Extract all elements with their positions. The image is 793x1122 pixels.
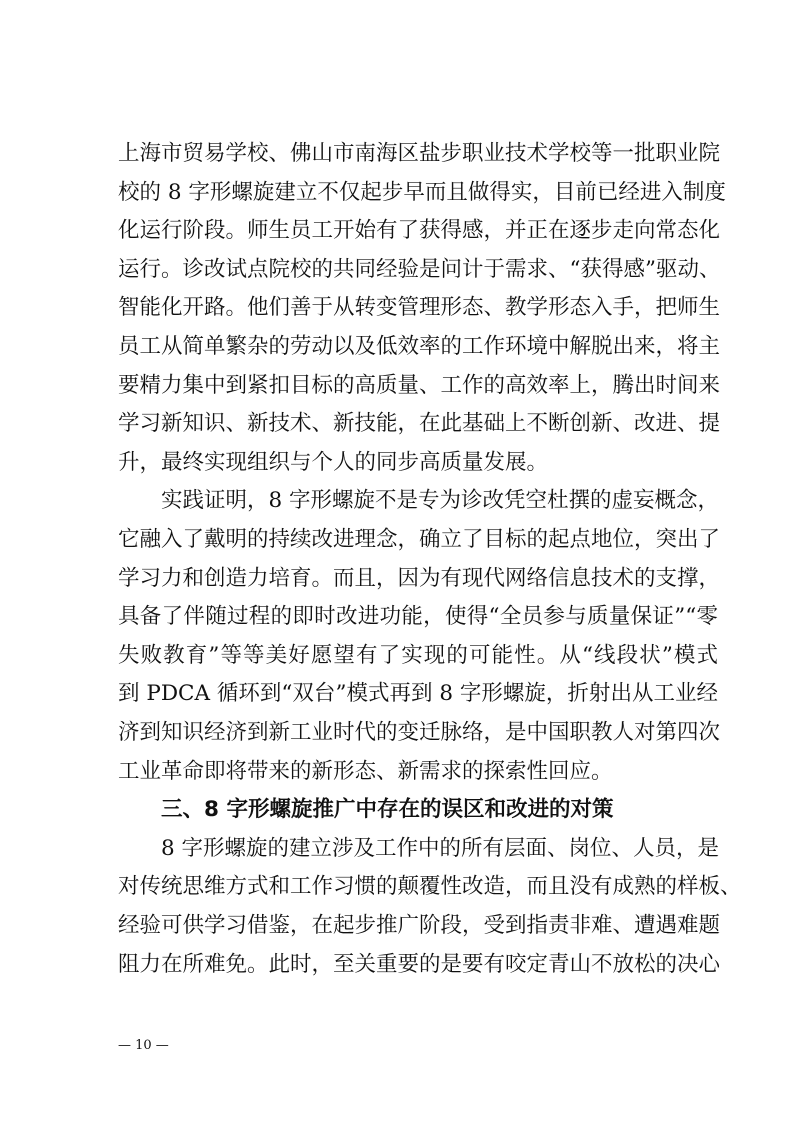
- body-text-line: 校的 8 字形螺旋建立不仅起步早而且做得实，目前已经进入制度: [118, 180, 726, 205]
- paragraph-first-line: 8 字形螺旋的建立涉及工作中的所有层面、岗位、人员，是: [161, 836, 720, 861]
- body-text-line: 它融入了戴明的持续改进理念，确立了目标的起点地位，突出了: [118, 527, 721, 552]
- body-text-line: 学习新知识、新技术、新技能，在此基础上不断创新、改进、提: [118, 411, 721, 436]
- body-text-line: 化运行阶段。师生员工开始有了获得感，并正在逐步走向常态化: [118, 218, 721, 243]
- body-text-line: 员工从简单繁杂的劳动以及低效率的工作环境中解脱出来，将主: [118, 334, 721, 359]
- body-text-line: 具备了伴随过程的即时改进功能，使得“全员参与质量保证”“零: [118, 604, 718, 629]
- body-text-line: 对传统思维方式和工作习惯的颠覆性改造，而且没有成熟的样板、: [118, 874, 742, 899]
- body-text-line: 要精力集中到紧扣目标的高质量、工作的高效率上，腾出时间来: [118, 373, 721, 398]
- body-text-line: 学习力和创造力培育。而且，因为有现代网络信息技术的支撑，: [118, 566, 721, 591]
- body-text-line: 阻力在所难免。此时，至关重要的是要有咬定青山不放松的决心: [118, 952, 721, 977]
- body-text-line: 工业革命即将带来的新形态、新需求的探索性回应。: [118, 759, 613, 784]
- body-text-line: 智能化开路。他们善于从转变管理形态、教学形态入手，把师生: [118, 295, 721, 320]
- paragraph-first-line: 实践证明，8 字形螺旋不是专为诊改凭空杜撰的虚妄概念，: [161, 488, 720, 513]
- page-number: — 10 —: [118, 1038, 169, 1053]
- body-text-line: 升，最终实现组织与个人的同步高质量发展。: [118, 450, 549, 475]
- body-text-line: 经验可供学习借鉴，在起步推广阶段，受到指责非难、遭遇难题: [118, 913, 721, 938]
- body-text-line: 失败教育”等等美好愿望有了实现的可能性。从“线段状”模式: [118, 643, 718, 668]
- body-text-line: 到 PDCA 循环到“双台”模式再到 8 字形螺旋，折射出从工业经: [118, 681, 718, 706]
- section-heading: 三、8 字形螺旋推广中存在的误区和改进的对策: [161, 797, 614, 822]
- body-text-line: 上海市贸易学校、佛山市南海区盐步职业技术学校等一批职业院: [118, 141, 721, 166]
- body-text-line: 运行。诊改试点院校的共同经验是问计于需求、“获得感”驱动、: [118, 257, 721, 282]
- body-text-line: 济到知识经济到新工业时代的变迁脉络，是中国职教人对第四次: [118, 720, 721, 745]
